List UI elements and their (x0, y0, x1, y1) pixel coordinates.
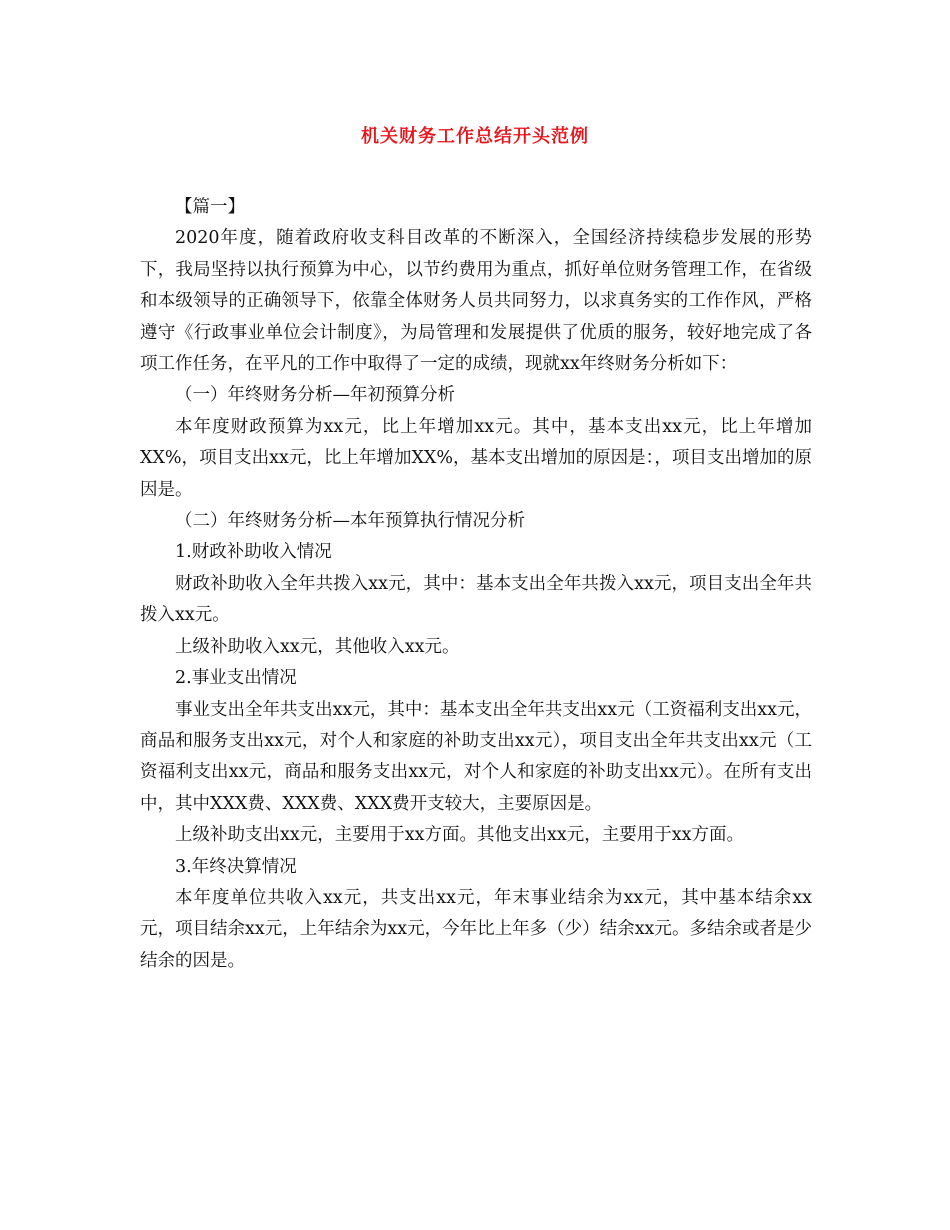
income-paragraph: 财政补助收入全年共拨入xx元，其中：基本支出全年共拨入xx元，项目支出全年共拨入xx元。 (140, 573, 812, 626)
expenditure-paragraph: 事业支出全年共支出xx元，其中：基本支出全年共支出xx元（工资福利支出xx元，商品和服务支出xx元，对个人和家庭的补助支出xx元），项目支出全年共支出xx元（工资福利支出xx元，商品和服务支出xx元，对个人和家庭的补助支出xx元）。在所有支出中，其中XXX费、XXX费、XXX费开支较大，主要原因是。 (140, 699, 812, 814)
subsection-heading: （二）年终财务分析—本年预算执行情况分析 (175, 511, 525, 532)
subsection-heading: （一）年终财务分析—年初预算分析 (175, 385, 455, 406)
document-title: 机关财务工作总结开头范例 (361, 126, 589, 147)
other-income-paragraph: 上级补助收入xx元，其他收入xx元。 (175, 636, 460, 657)
section-heading: 【篇一】 (175, 197, 245, 217)
budget-paragraph: 本年度财政预算为xx元，比上年增加xx元。其中，基本支出xx元，比上年增加XX%，项目支出xx元，比上年增加XX%，基本支出增加的原因是：，项目支出增加的原因是。 (140, 416, 812, 500)
item-heading: 1.财政补助收入情况 (175, 542, 332, 563)
item-heading: 3.年终决算情况 (175, 856, 297, 877)
intro-paragraph: 2020年度，随着政府收支科目改革的不断深入，全国经济持续稳步发展的形势下，我局坚持以执行预算为中心，以节约费用为重点，抓好单位财务管理工作，在省级和本级领导的正确领导下，依靠全体财务人员共同努力，以求真务实的工作作风，严格遵守《行政事业单位会计制度》，为局管理和发展提供了优质的服务，较好地完成了各项工作任务，在平凡的工作中取得了一定的成绩，现就xx年终财务分析如下： (140, 228, 812, 375)
final-accounts-paragraph: 本年度单位共收入xx元，共支出xx元，年末事业结余为xx元，其中基本结余xx元，项目结余xx元，上年结余为xx元，今年比上年多（少）结余xx元。多结余或者是少结余的因是。 (140, 887, 812, 971)
other-expenditure-paragraph: 上级补助支出xx元，主要用于xx方面。其他支出xx元，主要用于xx方面。 (175, 825, 744, 846)
document-body (140, 192, 812, 977)
item-heading: 2.事业支出情况 (175, 668, 297, 689)
